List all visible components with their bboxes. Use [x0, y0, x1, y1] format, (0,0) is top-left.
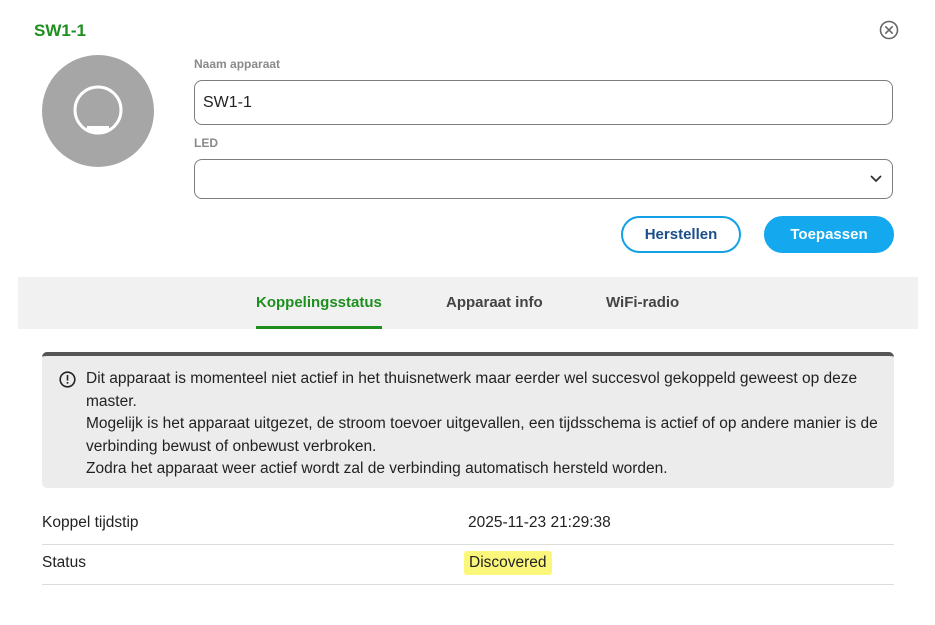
tab-apparaat-info[interactable]: Apparaat info [446, 294, 543, 311]
device-ring-icon [42, 55, 154, 167]
detail-row-koppel-tijdstip [42, 504, 894, 545]
detail-value: 2025-11-23 21:29:38 [468, 514, 611, 531]
led-label: LED [194, 136, 218, 150]
close-circle-icon [879, 20, 899, 40]
device-avatar [42, 55, 154, 167]
info-circle-icon [59, 371, 76, 388]
status-badge: Discovered [464, 551, 552, 575]
notice-text [86, 368, 886, 481]
notice-line: Zodra het apparaat weer actief wordt zal de verbinding automatisch hersteld worden. [86, 460, 668, 477]
notice-line: Mogelijk is het apparaat uitgezet, de stroom toevoer uitgevallen, een tijdsschema is actief of op andere manier is de verbinding bewust of onbewust verbroken. [86, 415, 878, 455]
led-select[interactable] [194, 159, 893, 199]
apply-button[interactable]: Toepassen [764, 216, 894, 253]
tab-koppelingsstatus[interactable]: Koppelingsstatus [256, 277, 382, 329]
device-name-label: Naam apparaat [194, 57, 281, 71]
detail-label: Status [42, 554, 86, 571]
device-title: SW1-1 [34, 21, 86, 40]
notice-line: Dit apparaat is momenteel niet actief in het thuisnetwerk maar eerder wel succesvol gekoppeld geweest op deze master. [86, 370, 858, 410]
chevron-down-icon [870, 174, 882, 184]
device-name-input[interactable] [194, 80, 893, 125]
detail-label: Koppel tijdstip [42, 514, 139, 531]
tab-wifi-radio[interactable]: WiFi-radio [606, 294, 680, 311]
detail-row-status [42, 544, 894, 585]
close-button[interactable] [879, 20, 899, 40]
connection-notice [42, 352, 894, 488]
reset-button[interactable]: Herstellen [621, 216, 741, 253]
tab-bar [18, 277, 918, 329]
